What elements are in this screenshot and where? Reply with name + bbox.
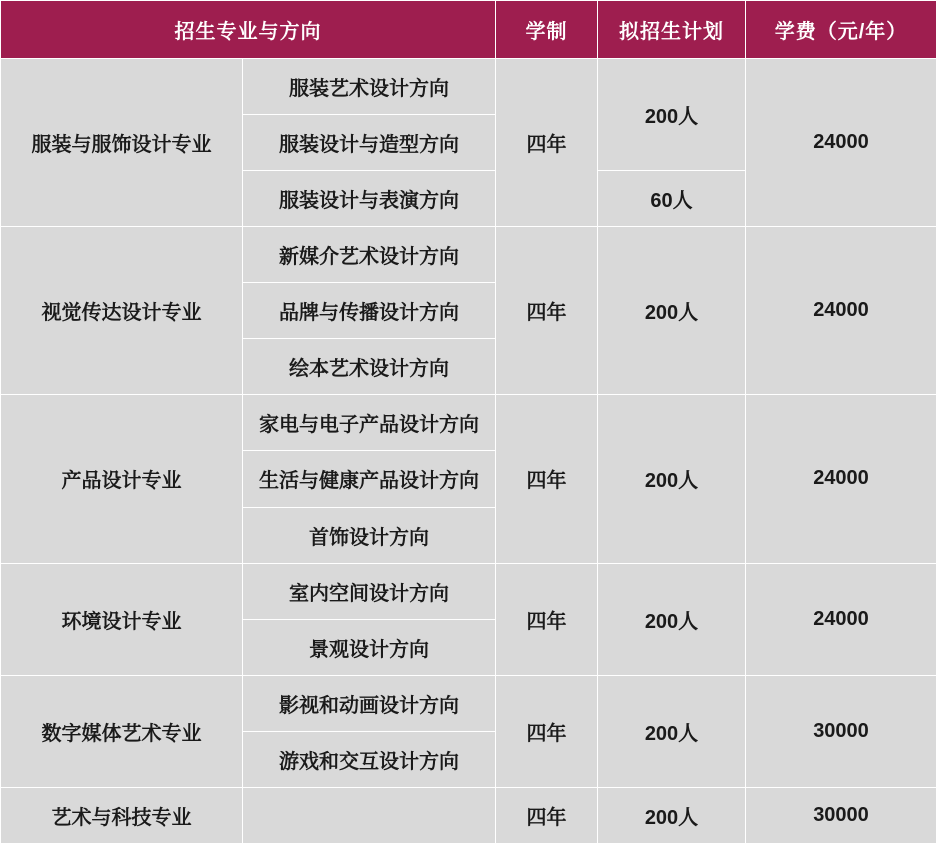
direction-name: 室内空间设计方向 — [243, 563, 496, 619]
years-value: 四年 — [496, 59, 598, 227]
header-fee: 学费（元/年） — [746, 1, 936, 59]
plan-value: 200人 — [598, 227, 746, 395]
direction-name: 绘本艺术设计方向 — [243, 339, 496, 395]
header-years: 学制 — [496, 1, 598, 59]
direction-name: 服装设计与造型方向 — [243, 115, 496, 171]
direction-name: 影视和动画设计方向 — [243, 675, 496, 731]
direction-name: 品牌与传播设计方向 — [243, 283, 496, 339]
table-row — [1, 675, 936, 731]
header-row — [1, 1, 936, 59]
table-row — [1, 395, 936, 451]
table-body — [1, 59, 936, 844]
table-header — [1, 1, 936, 59]
fee-value: 30000 — [746, 675, 936, 787]
table-row — [1, 227, 936, 283]
fee-value: 24000 — [746, 563, 936, 675]
direction-name: 生活与健康产品设计方向 — [243, 451, 496, 507]
direction-name: 新媒介艺术设计方向 — [243, 227, 496, 283]
plan-value: 60人 — [598, 171, 746, 227]
direction-name: 游戏和交互设计方向 — [243, 731, 496, 787]
table-row — [1, 563, 936, 619]
direction-name: 服装艺术设计方向 — [243, 59, 496, 115]
table-row — [1, 59, 936, 115]
fee-value: 24000 — [746, 59, 936, 227]
direction-name: 景观设计方向 — [243, 619, 496, 675]
years-value: 四年 — [496, 787, 598, 843]
major-name: 环境设计专业 — [1, 563, 243, 675]
direction-name: 服装设计与表演方向 — [243, 171, 496, 227]
plan-value: 200人 — [598, 787, 746, 843]
direction-name: 家电与电子产品设计方向 — [243, 395, 496, 451]
table-row — [1, 787, 936, 843]
years-value: 四年 — [496, 675, 598, 787]
years-value: 四年 — [496, 395, 598, 563]
header-major-direction: 招生专业与方向 — [1, 1, 496, 59]
plan-value: 200人 — [598, 59, 746, 171]
major-name: 数字媒体艺术专业 — [1, 675, 243, 787]
major-name: 产品设计专业 — [1, 395, 243, 563]
major-name: 艺术与科技专业 — [1, 787, 243, 843]
fee-value: 30000 — [746, 787, 936, 843]
fee-value: 24000 — [746, 227, 936, 395]
direction-name: 首饰设计方向 — [243, 507, 496, 563]
plan-value: 200人 — [598, 675, 746, 787]
direction-name — [243, 787, 496, 843]
fee-value: 24000 — [746, 395, 936, 563]
years-value: 四年 — [496, 227, 598, 395]
plan-value: 200人 — [598, 395, 746, 563]
major-name: 视觉传达设计专业 — [1, 227, 243, 395]
header-plan: 拟招生计划 — [598, 1, 746, 59]
major-name: 服装与服饰设计专业 — [1, 59, 243, 227]
years-value: 四年 — [496, 563, 598, 675]
plan-value: 200人 — [598, 563, 746, 675]
